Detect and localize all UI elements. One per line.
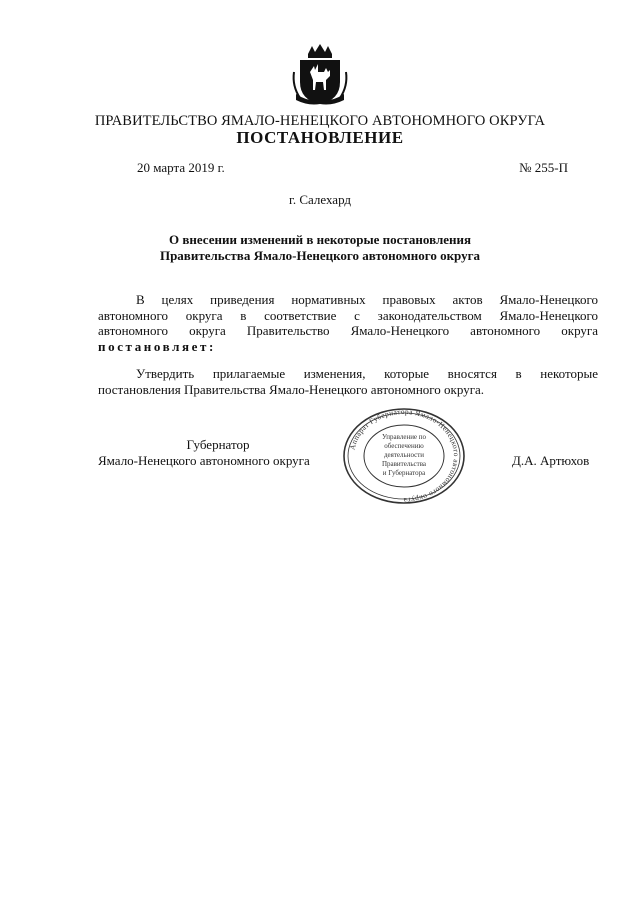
document-type-heading: ПОСТАНОВЛЕНИЕ	[236, 128, 404, 147]
paragraph-line: автономного округа в соответствие с законодательством Ямало-Ненецкого	[98, 307, 598, 323]
paragraph-line: Утвердить прилагаемые изменения, которые вносятся в некоторые	[136, 366, 598, 381]
document-title-line: О внесении изменений в некоторые постановления	[168, 232, 472, 247]
official-seal-stamp	[340, 406, 468, 506]
resolves-keyword: постановляет:	[98, 338, 216, 354]
seal-inner-line: и Губернатора	[382, 469, 426, 477]
seal-ring-text: Аппарат Губернатора Ямало-Ненецкого автономного округа	[347, 406, 462, 506]
document-city: г. Салехард	[288, 192, 352, 207]
coat-of-arms-icon	[288, 42, 352, 108]
document-title-line: Правительства Ямало-Ненецкого автономного округа	[159, 248, 481, 263]
document-date: 20 марта 2019 г.	[137, 160, 225, 175]
signatory-position-line: Ямало-Ненецкого автономного округа	[98, 453, 310, 468]
seal-inner-line: деятельности	[383, 451, 425, 459]
paragraph-line: автономного округа Правительство Ямало-Ненецкого автономного округа	[98, 323, 598, 338]
paragraph-line: В целях приведения нормативных правовых актов Ямало-Ненецкого	[136, 292, 598, 307]
signatory-name: Д.А. Артюхов	[512, 453, 590, 468]
signatory-position-line: Губернатор	[186, 437, 250, 452]
signatory-position	[98, 437, 338, 469]
government-name: ПРАВИТЕЛЬСТВО ЯМАЛО-НЕНЕЦКОГО АВТОНОМНОГО ОКРУГА	[94, 113, 546, 129]
paragraph-line: постановления Правительства Ямало-Ненецкого автономного округа.	[98, 381, 485, 397]
seal-inner-line: Управление по	[381, 433, 427, 441]
seal-inner-line: обеспечению	[384, 442, 424, 450]
paragraph-resolution	[98, 366, 598, 397]
document-number: № 255-П	[519, 160, 568, 175]
seal-inner-line: Правительства	[381, 460, 427, 468]
paragraph-preamble	[98, 292, 598, 354]
document-title	[0, 232, 640, 264]
